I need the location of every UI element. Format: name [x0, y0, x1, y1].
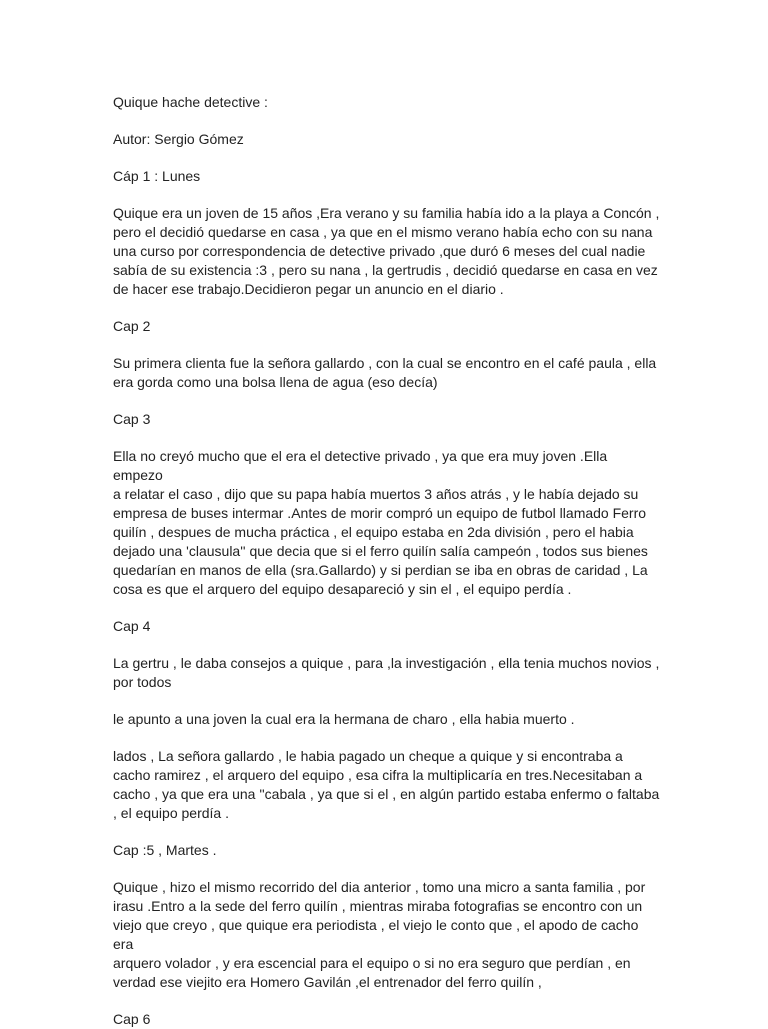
chapter-heading: Cáp 1 : Lunes [113, 168, 201, 184]
body-paragraph: Quique , hizo el mismo recorrido del dia anterior , tomo una micro a santa familia , por irasu .Entro a la sede del ferro quilín , mientras miraba fotografias se encontro con un viejo que creyo , que quique era periodista , el viejo le conto que , el apodo de cacho era arquero volador , y era escencial para el equipo o si no era seguro que perdían , en verdad ese viejito era Homero Gavilán ,el entrenador del ferro quilín , [113, 879, 646, 990]
chapter-heading: Cap 6 [113, 1011, 151, 1027]
body-paragraph: le apunto a una joven la cual era la hermana de charo , ella habia muerto . [113, 711, 575, 727]
body-paragraph: Ella no creyó mucho que el era el detective privado , ya que era muy joven .Ella empezo a relatar el caso , dijo que su papa había muertos 3 años atrás , y le había dejado su empresa de buses intermar .Antes de morir compró un equipo de futbol llamado Ferro quilín , despues de mucha práctica , el equipo estaba en 2da división , pero el habia dejado una 'clausula'' que decia que si el ferro quilín salía campeón , todos sus bienes quedarían en manos de ella (sra.Gallardo) y si perdian se iba en obras de caridad , La cosa es que el arquero del equipo desapareció y sin el , el equipo perdía . [113, 448, 648, 597]
chapter-heading: Cap 3 [113, 411, 151, 427]
body-paragraph: La gertru , le daba consejos a quique , para ,la investigación , ella tenia muchos novios , por todos [113, 655, 660, 690]
body-paragraph: lados , La señora gallardo , le habia pagado un cheque a quique y si encontraba a cacho ramirez , el arquero del equipo , esa cifra la multiplicaría en tres.Necesitaban a cacho , ya que era una ''cabala , ya que si el , en algún partido estaba enfermo o faltaba , el equipo perdía . [113, 748, 660, 821]
author-line: Autor: Sergio Gómez [113, 131, 244, 147]
body-paragraph: Su primera clienta fue la señora gallardo , con la cual se encontro en el café paula , ella era gorda como una bolsa llena de agua (eso decía) [113, 355, 657, 390]
chapter-heading: Cap 4 [113, 618, 151, 634]
chapter-heading: Cap 2 [113, 318, 151, 334]
document-title: Quique hache detective : [113, 94, 268, 110]
body-paragraph: Quique era un joven de 15 años ,Era verano y su familia había ido a la playa a Concón , pero el decidió quedarse en casa , ya que en el mismo verano había echo con su nana una curso por correspondencia de detective privado ,que duró 6 meses del cual nadie sabía de su existencia :3 , pero su nana , la gertrudis , decidió quedarse en casa en vez de hacer ese trabajo.Decidieron pegar un anuncio en el diario . [113, 205, 660, 297]
chapter-heading: Cap :5 , Martes . [113, 842, 217, 858]
